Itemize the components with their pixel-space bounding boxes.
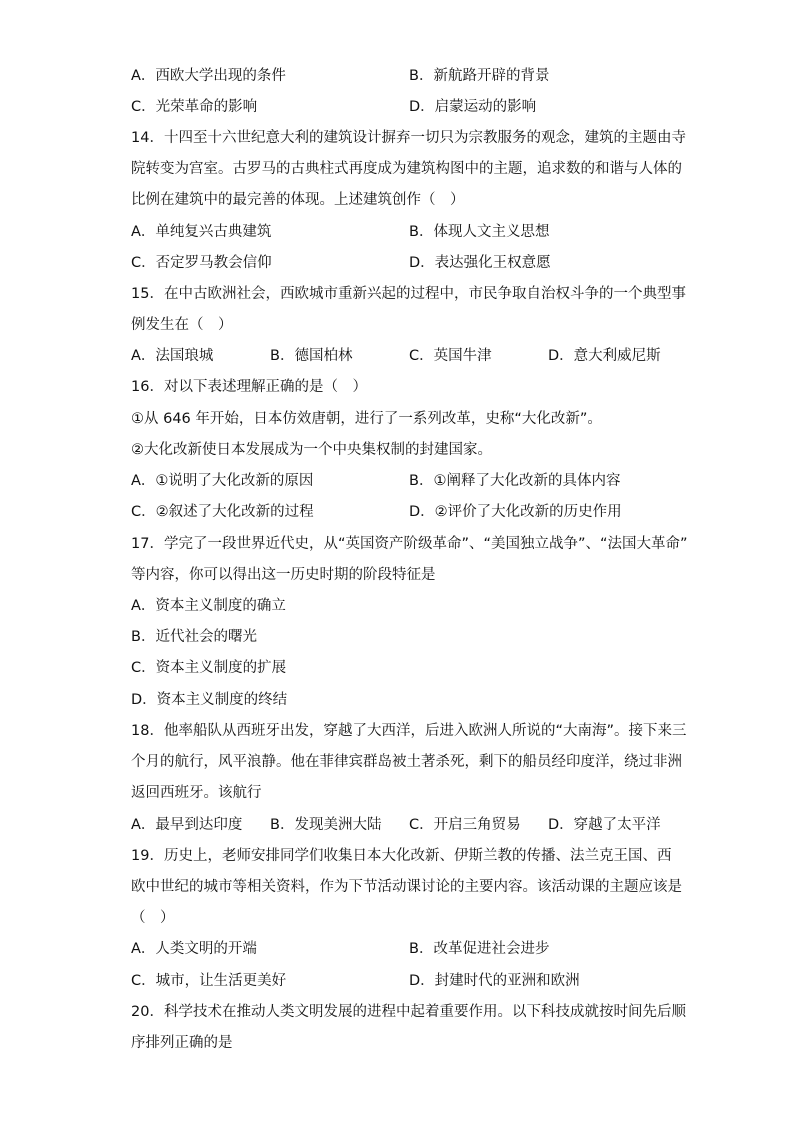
q19-stem-line-2: 欧中世纪的城市等相关资料，作为下节活动课讨论的主要内容。该活动课的主题应该是 [131, 879, 682, 895]
q18-option-c: C．开启三角贸易 [409, 817, 521, 833]
q14-option-c: C．否定罗马教会信仰 [131, 255, 272, 271]
q16-statement-2: ②大化改新使日本发展成为一个中央集权制的封建国家。 [131, 442, 492, 458]
q13-option-b: B．新航路开辟的背景 [409, 68, 550, 84]
q13-option-a: A．西欧大学出现的条件 [131, 68, 286, 84]
q17-option-d: D．资本主义制度的终结 [131, 692, 288, 708]
q14-option-a: A．单纯复兴古典建筑 [131, 224, 272, 240]
q14-option-b: B．体现人文主义思想 [409, 224, 550, 240]
q17-stem-line-2: 等内容，你可以得出这一历史时期的阶段特征是 [131, 567, 436, 583]
q16-option-c: C．②叙述了大化改新的过程 [131, 504, 314, 520]
q19-stem-line-3: （ ） [131, 910, 175, 926]
q18-option-a: A．最早到达印度 [131, 817, 243, 833]
q15-option-d: D．意大利威尼斯 [548, 348, 661, 364]
q14-stem-line-1: 14．十四至十六世纪意大利的建筑设计摒弃一切只为宗教服务的观念，建筑的主题由寺 [131, 130, 686, 146]
q16-option-d: D．②评价了大化改新的历史作用 [409, 504, 622, 520]
q18-option-b: B．发现美洲大陆 [270, 817, 382, 833]
q19-option-b: B．改革促进社会进步 [409, 941, 550, 957]
q15-stem-line-1: 15．在中古欧洲社会，西欧城市重新兴起的过程中，市民争取自治权斗争的一个典型事 [131, 286, 686, 302]
q18-option-d: D．穿越了太平洋 [548, 817, 661, 833]
q17-option-c: C．资本主义制度的扩展 [131, 660, 287, 676]
q16-stem-line-1: 16．对以下表述理解正确的是（ ） [131, 379, 367, 395]
q14-stem-line-2: 院转变为宫室。古罗马的古典柱式再度成为建筑构图中的主题，追求数的和谐与人体的 [131, 161, 682, 177]
q19-option-c: C．城市，让生活更美好 [131, 973, 287, 989]
q19-stem-line-1: 19．历史上，老师安排同学们收集日本大化改新、伊斯兰教的传播、法兰克王国、西 [131, 848, 672, 864]
q15-option-c: C．英国牛津 [409, 348, 492, 364]
q17-stem-line-1: 17．学完了一段世界近代史，从“英国资产阶级革命”、“美国独立战争”、“法国大革命” [131, 536, 688, 552]
q20-stem-line-1: 20．科学技术在推动人类文明发展的进程中起着重要作用。以下科技成就按时间先后顺 [131, 1004, 686, 1020]
q14-stem-line-3: 比例在建筑中的最完善的体现。上述建筑创作（ ） [131, 192, 465, 208]
q19-option-d: D．封建时代的亚洲和欧洲 [409, 973, 580, 989]
q16-option-a: A．①说明了大化改新的原因 [131, 473, 314, 489]
q13-option-d: D．启蒙运动的影响 [409, 99, 537, 115]
q16-statement-1: ①从 646 年开始，日本仿效唐朝，进行了一系列改革，史称“大化改新”。 [131, 411, 602, 427]
q17-option-a: A．资本主义制度的确立 [131, 598, 286, 614]
q19-option-a: A．人类文明的开端 [131, 941, 257, 957]
q16-option-b: B．①阐释了大化改新的具体内容 [409, 473, 621, 489]
q17-option-b: B．近代社会的曙光 [131, 629, 257, 645]
q15-option-a: A．法国琅城 [131, 348, 214, 364]
q20-stem-line-2: 序排列正确的是 [131, 1035, 233, 1051]
q18-stem-line-3: 返回西班牙。该航行 [131, 785, 262, 801]
q18-stem-line-1: 18．他率船队从西班牙出发，穿越了大西洋，后进入欧洲人所说的“大南海”。接下来三 [131, 723, 687, 739]
q14-option-d: D．表达强化王权意愿 [409, 255, 551, 271]
q15-option-b: B．德国柏林 [270, 348, 353, 364]
q15-stem-line-2: 例发生在（ ） [131, 317, 233, 333]
q13-option-c: C．光荣革命的影响 [131, 99, 258, 115]
q18-stem-line-2: 个月的航行，风平浪静。他在菲律宾群岛被土著杀死，剩下的船员经印度洋，绕过非洲 [131, 754, 682, 770]
